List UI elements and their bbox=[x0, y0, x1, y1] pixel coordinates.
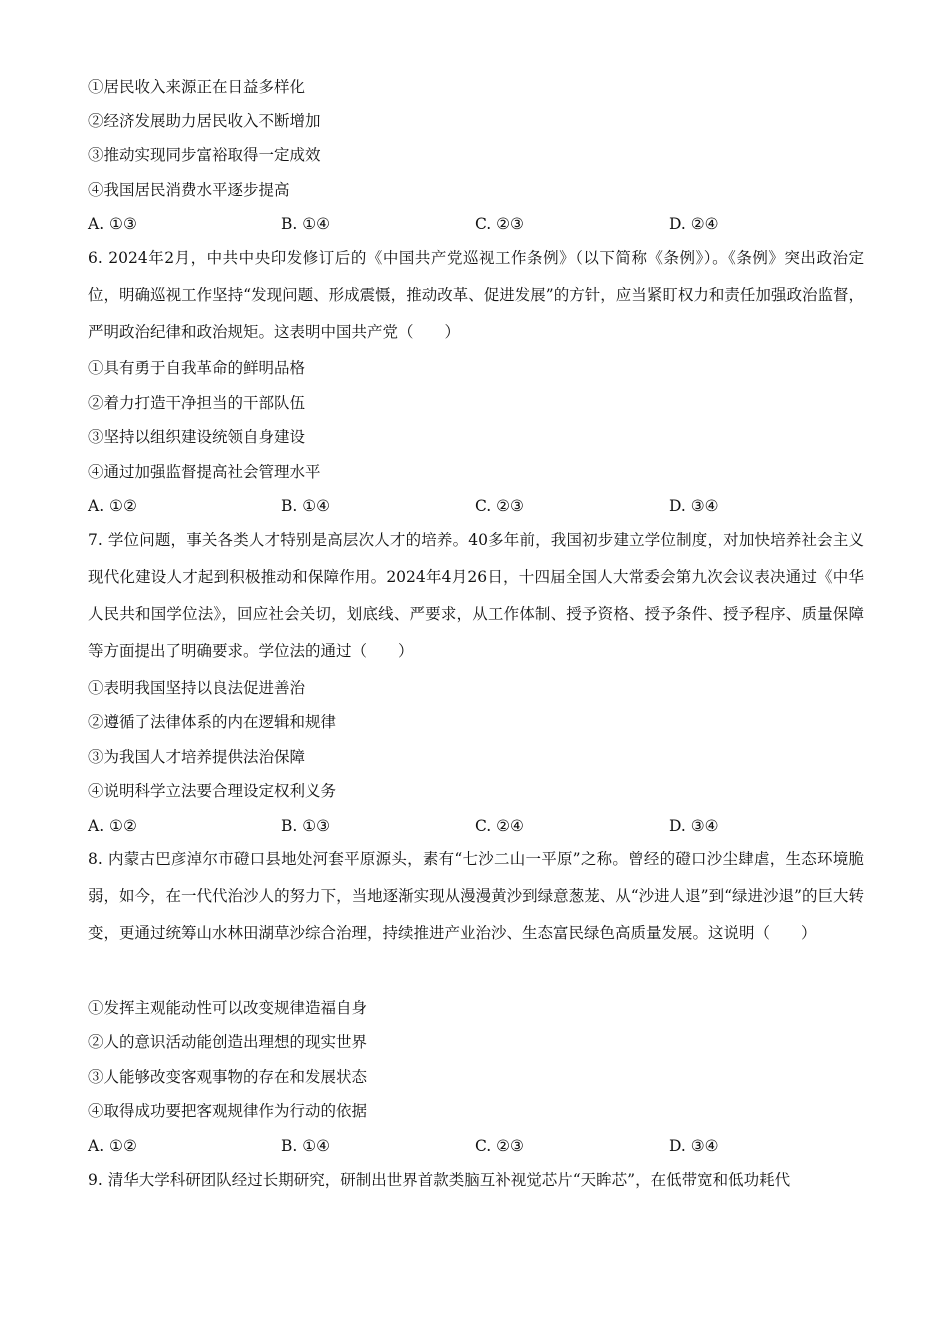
q6-option-a: A. ①② bbox=[88, 497, 137, 515]
q8-stem: 8. 内蒙古巴彦淖尔市磴口县地处河套平原源头，素有“七沙二山一平原”之称。曾经的磴口沙尘肆虐，生态环境脆弱，如今，在一代代治沙人的努力下，当地逐渐实现从漫漫黄沙到绿意葱茏、从“沙进人退”到“绿进沙退”的巨大转变，更通过统筹山水林田湖草沙综合治理，持续推进产业治沙、生态富民绿色高质量发展。这说明（ ） bbox=[88, 850, 864, 942]
q6-option-c: C. ②③ bbox=[475, 497, 524, 515]
q8-option-b: B. ①④ bbox=[281, 1137, 331, 1155]
q7-item-3: ③为我国人才培养提供法治保障 bbox=[88, 748, 306, 766]
q5-item-2: ②经济发展助力居民收入不断增加 bbox=[88, 112, 321, 130]
q6-option-d: D. ③④ bbox=[669, 497, 719, 515]
q8-option-c: C. ②③ bbox=[475, 1137, 524, 1155]
q7-stem: 7. 学位问题，事关各类人才特别是高层次人才的培养。40多年前，我国初步建立学位制度，对加快培养社会主义现代化建设人才起到积极推动和保障作用。2024年4月26日，十四届全国人大常委会第九次会议表决通过《中华人民共和国学位法》，回应社会关切，划底线、严要求，从工作体制、授予资格、授予条件、授予程序、质量保障等方面提出了明确要求。学位法的通过（ ） bbox=[88, 531, 864, 660]
q6-item-4: ④通过加强监督提高社会管理水平 bbox=[88, 463, 321, 481]
q7-option-a: A. ①② bbox=[88, 817, 137, 835]
q5-item-1: ①居民收入来源正在日益多样化 bbox=[88, 78, 306, 96]
q5-option-a: A. ①③ bbox=[88, 215, 137, 233]
q6-item-3: ③坚持以组织建设统领自身建设 bbox=[88, 428, 306, 446]
q6-option-b: B. ①④ bbox=[281, 497, 331, 515]
q8-item-4: ④取得成功要把客观规律作为行动的依据 bbox=[88, 1102, 368, 1120]
q9-stem: 9. 清华大学科研团队经过长期研究，研制出世界首款类脑互补视觉芯片“天眸芯”，在低带宽和低功耗代 bbox=[88, 1171, 791, 1189]
q8-option-a: A. ①② bbox=[88, 1137, 137, 1155]
q6-stem: 6. 2024年2月，中共中央印发修订后的《中国共产党巡视工作条例》（以下简称《条例》）。《条例》突出政治定位，明确巡视工作坚持“发现问题、形成震慑，推动改革、促进发展”的方针，应当紧盯权力和责任加强政治监督，严明政治纪律和政治规矩。这表明中国共产党（ ） bbox=[88, 249, 864, 341]
q5-option-d: D. ②④ bbox=[669, 215, 719, 233]
q8-options bbox=[88, 1136, 868, 1156]
q8-item-1: ①发挥主观能动性可以改变规律造福自身 bbox=[88, 999, 368, 1017]
q6-item-2: ②着力打造干净担当的干部队伍 bbox=[88, 394, 306, 412]
q5-option-c: C. ②③ bbox=[475, 215, 524, 233]
q5-options bbox=[88, 214, 868, 234]
q8-item-2: ②人的意识活动能创造出理想的现实世界 bbox=[88, 1033, 368, 1051]
q7-item-1: ①表明我国坚持以良法促进善治 bbox=[88, 679, 306, 697]
q5-option-b: B. ①④ bbox=[281, 215, 331, 233]
q6-options bbox=[88, 496, 868, 516]
q6-item-1: ①具有勇于自我革命的鲜明品格 bbox=[88, 359, 306, 377]
q7-item-4: ④说明科学立法要合理设定权利义务 bbox=[88, 782, 337, 800]
q5-item-3: ③推动实现同步富裕取得一定成效 bbox=[88, 146, 321, 164]
q5-item-4: ④我国居民消费水平逐步提高 bbox=[88, 181, 290, 199]
q7-item-2: ②遵循了法律体系的内在逻辑和规律 bbox=[88, 713, 337, 731]
q7-option-b: B. ①③ bbox=[281, 817, 331, 835]
q7-options bbox=[88, 816, 868, 836]
q7-option-c: C. ②④ bbox=[475, 817, 524, 835]
q8-option-d: D. ③④ bbox=[669, 1137, 719, 1155]
q7-option-d: D. ③④ bbox=[669, 817, 719, 835]
q8-item-3: ③人能够改变客观事物的存在和发展状态 bbox=[88, 1068, 368, 1086]
